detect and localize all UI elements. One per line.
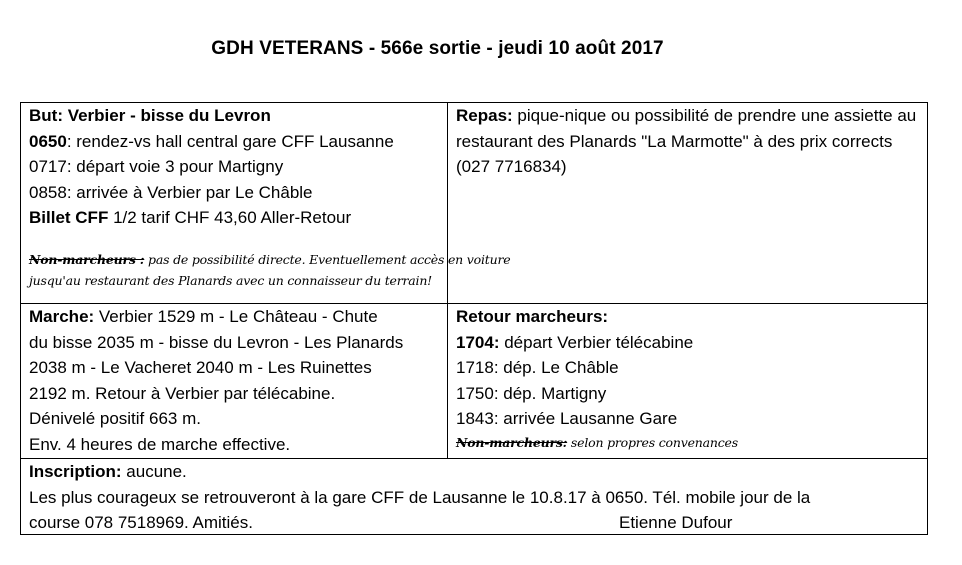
- depart-line: 0717: départ voie 3 pour Martigny: [29, 157, 284, 176]
- billet-line: Billet CFF 1/2 tarif CHF 43,60 Aller-Retour: [29, 208, 352, 227]
- inscription-cell: [21, 459, 927, 534]
- non-marcheurs-note-line2: jusqu'au restaurant des Planards avec un connaisseur du terrain!: [29, 272, 432, 288]
- inscription-line3: course 078 7518969. Amitiés. Etienne Dufour: [29, 510, 919, 536]
- but-cell: [21, 103, 511, 304]
- signature: Etienne Dufour: [619, 513, 733, 532]
- repas-cell: [448, 103, 927, 304]
- arrivee-line: 0858: arrivée à Verbier par Le Châble: [29, 182, 313, 202]
- retour-heading: Retour marcheurs:: [456, 307, 609, 326]
- retour-line3: 1750: dép. Martigny: [456, 383, 607, 403]
- retour-line1: 1704: départ Verbier télécabine: [456, 332, 694, 352]
- marche-line2: du bisse 2035 m - bisse du Levron - Les Planards: [29, 332, 404, 352]
- page-title: GDH VETERANS - 566e sortie - jeudi 10 août 2017: [211, 38, 664, 59]
- inscription-line1: Inscription: aucune.: [29, 462, 187, 481]
- marche-line6: Env. 4 heures de marche effective.: [29, 434, 291, 454]
- marche-line5: Dénivelé positif 663 m.: [29, 409, 201, 428]
- marche-line1: Marche: Verbier 1529 m - Le Château - Chute: [29, 307, 378, 326]
- inscription-line2: Les plus courageux se retrouveront à la gare CFF de Lausanne le 10.8.17 à 0650. Tél. mobile jour de la: [29, 487, 811, 507]
- marche-line4: 2192 m. Retour à Verbier par télécabine.: [29, 383, 336, 403]
- retour-cell: [448, 304, 927, 459]
- non-marcheurs-note-line1: Non-marcheurs : pas de possibilité directe. Eventuellement accès en voiture: [29, 251, 511, 267]
- but-heading: But: Verbier - bisse du Levron: [29, 106, 271, 125]
- repas-text: Repas: pique-nique ou possibilité de prendre une assiette au restaurant des Planards "La Marmotte" à des prix corrects (027 7716834): [456, 106, 917, 176]
- retour-non-marcheurs: Non-marcheurs: selon propres convenances: [456, 434, 738, 450]
- retour-line4: 1843: arrivée Lausanne Gare: [456, 409, 678, 428]
- marche-cell: [21, 304, 448, 459]
- rdv-line: 0650: rendez-vs hall central gare CFF Lausanne: [29, 131, 394, 151]
- spacer: [29, 231, 439, 249]
- marche-line3: 2038 m - Le Vacheret 2040 m - Les Ruinettes: [29, 358, 372, 377]
- outing-table: [20, 102, 928, 535]
- retour-line2: 1718: dép. Le Châble: [456, 358, 619, 377]
